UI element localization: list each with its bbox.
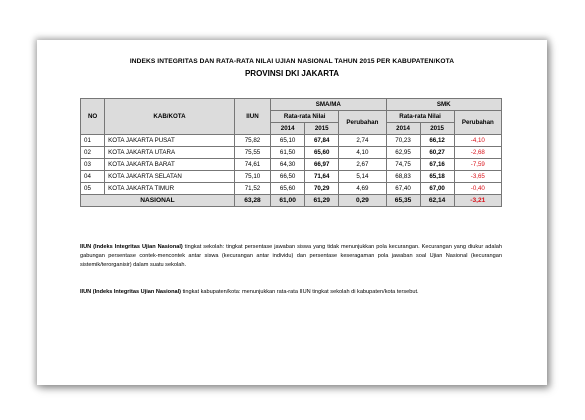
row-sma-2014: 65,10 bbox=[271, 135, 305, 147]
header-smk-rata-rata: Rata-rata Nilai bbox=[386, 111, 454, 123]
document-subtitle: PROVINSI DKI JAKARTA bbox=[244, 69, 340, 78]
row-no: 04 bbox=[81, 171, 105, 183]
note-school-term: IIUN (Indeks Integritas Ujian Nasional) bbox=[80, 244, 183, 250]
document-title: INDEKS INTEGRITAS DAN RATA-RATA NILAI UJIAN NASIONAL TAHUN 2015 PER KABUPATEN/KOTA bbox=[129, 58, 455, 65]
table-row bbox=[81, 147, 502, 159]
row-sma-perubahan: 5,14 bbox=[339, 171, 386, 183]
row-sma-2015: 67,84 bbox=[305, 135, 339, 147]
row-iiun: 71,52 bbox=[234, 183, 270, 195]
row-smk-2014: 62,95 bbox=[386, 147, 420, 159]
row-smk-2015: 67,00 bbox=[420, 183, 454, 195]
national-smk-2014: 65,35 bbox=[386, 195, 420, 207]
row-smk-2015: 67,16 bbox=[420, 159, 454, 171]
row-no: 02 bbox=[81, 147, 105, 159]
row-smk-perubahan: -3,65 bbox=[454, 171, 501, 183]
row-smk-2014: 68,83 bbox=[386, 171, 420, 183]
row-sma-perubahan: 2,74 bbox=[339, 135, 386, 147]
row-smk-2014: 74,75 bbox=[386, 159, 420, 171]
national-label: NASIONAL bbox=[81, 195, 235, 207]
table-row bbox=[81, 183, 502, 195]
row-sma-2014: 65,60 bbox=[271, 183, 305, 195]
national-smk-2015: 62,14 bbox=[420, 195, 454, 207]
row-kab-kota: KOTA JAKARTA TIMUR bbox=[105, 183, 235, 195]
header-smk-2015: 2015 bbox=[420, 123, 454, 135]
note-school-text: tingkat sekolah: tingkat persentase jawaban siswa yang tidak menunjukkan pola kecurangan. Kecurangan yang diukur adalah gabungan persentase contek-mencontek antar siswa (kecurangan antar individu) dan persentase keseragaman pola jawaban soal Ujian Nasional (kecurangan sistemik/terorganisir) dalam suatu sekolah. bbox=[80, 244, 502, 269]
row-sma-perubahan: 2,67 bbox=[339, 159, 386, 171]
row-iiun: 75,10 bbox=[234, 171, 270, 183]
national-smk-perubahan: -3,21 bbox=[454, 195, 501, 207]
row-sma-2015: 66,97 bbox=[305, 159, 339, 171]
national-sma-perubahan: 0,29 bbox=[339, 195, 386, 207]
row-kab-kota: KOTA JAKARTA SELATAN bbox=[105, 171, 235, 183]
row-smk-perubahan: -4,10 bbox=[454, 135, 501, 147]
note-city-level bbox=[80, 288, 502, 297]
row-smk-perubahan: -2,68 bbox=[454, 147, 501, 159]
row-iiun: 74,61 bbox=[234, 159, 270, 171]
row-smk-2014: 70,23 bbox=[386, 135, 420, 147]
row-no: 05 bbox=[81, 183, 105, 195]
national-iiun: 63,28 bbox=[234, 195, 270, 207]
table-row bbox=[81, 171, 502, 183]
header-no: NO bbox=[81, 99, 105, 135]
row-iiun: 75,55 bbox=[234, 147, 270, 159]
row-sma-2014: 64,30 bbox=[271, 159, 305, 171]
header-sma-2015: 2015 bbox=[305, 123, 339, 135]
header-sma-ma: SMA/MA bbox=[271, 99, 386, 111]
note-school-level bbox=[80, 243, 502, 271]
table-row bbox=[81, 135, 502, 147]
row-sma-2015: 70,29 bbox=[305, 183, 339, 195]
header-smk: SMK bbox=[386, 99, 501, 111]
header-sma-perubahan: Perubahan bbox=[339, 111, 386, 135]
row-smk-perubahan: -0,40 bbox=[454, 183, 501, 195]
row-smk-2015: 60,27 bbox=[420, 147, 454, 159]
document-page bbox=[37, 40, 547, 385]
header-sma-rata-rata: Rata-rata Nilai bbox=[271, 111, 339, 123]
row-smk-2015: 65,18 bbox=[420, 171, 454, 183]
row-sma-perubahan: 4,69 bbox=[339, 183, 386, 195]
header-smk-perubahan: Perubahan bbox=[454, 111, 501, 135]
row-sma-2015: 71,64 bbox=[305, 171, 339, 183]
integrity-table bbox=[80, 98, 502, 207]
header-kab-kota: KAB/KOTA bbox=[105, 99, 235, 135]
note-city-text: tingkat kabupaten/kota: menunjukkan rata-rata IIUN tingkat sekolah di kabupaten/kota tersebut. bbox=[181, 289, 419, 295]
row-kab-kota: KOTA JAKARTA UTARA bbox=[105, 147, 235, 159]
row-sma-2014: 66,50 bbox=[271, 171, 305, 183]
national-row bbox=[81, 195, 502, 207]
row-smk-2014: 67,40 bbox=[386, 183, 420, 195]
row-sma-2014: 61,50 bbox=[271, 147, 305, 159]
row-kab-kota: KOTA JAKARTA BARAT bbox=[105, 159, 235, 171]
row-no: 01 bbox=[81, 135, 105, 147]
row-sma-2015: 65,60 bbox=[305, 147, 339, 159]
row-no: 03 bbox=[81, 159, 105, 171]
row-smk-2015: 66,12 bbox=[420, 135, 454, 147]
header-iiun: IIUN bbox=[234, 99, 270, 135]
header-sma-2014: 2014 bbox=[271, 123, 305, 135]
national-sma-2014: 61,00 bbox=[271, 195, 305, 207]
row-sma-perubahan: 4,10 bbox=[339, 147, 386, 159]
row-kab-kota: KOTA JAKARTA PUSAT bbox=[105, 135, 235, 147]
header-smk-2014: 2014 bbox=[386, 123, 420, 135]
note-city-term: IIUN (Indeks Integritas Ujian Nasional) bbox=[80, 289, 182, 295]
row-smk-perubahan: -7,59 bbox=[454, 159, 501, 171]
row-iiun: 75,82 bbox=[234, 135, 270, 147]
national-sma-2015: 61,29 bbox=[305, 195, 339, 207]
table-row bbox=[81, 159, 502, 171]
